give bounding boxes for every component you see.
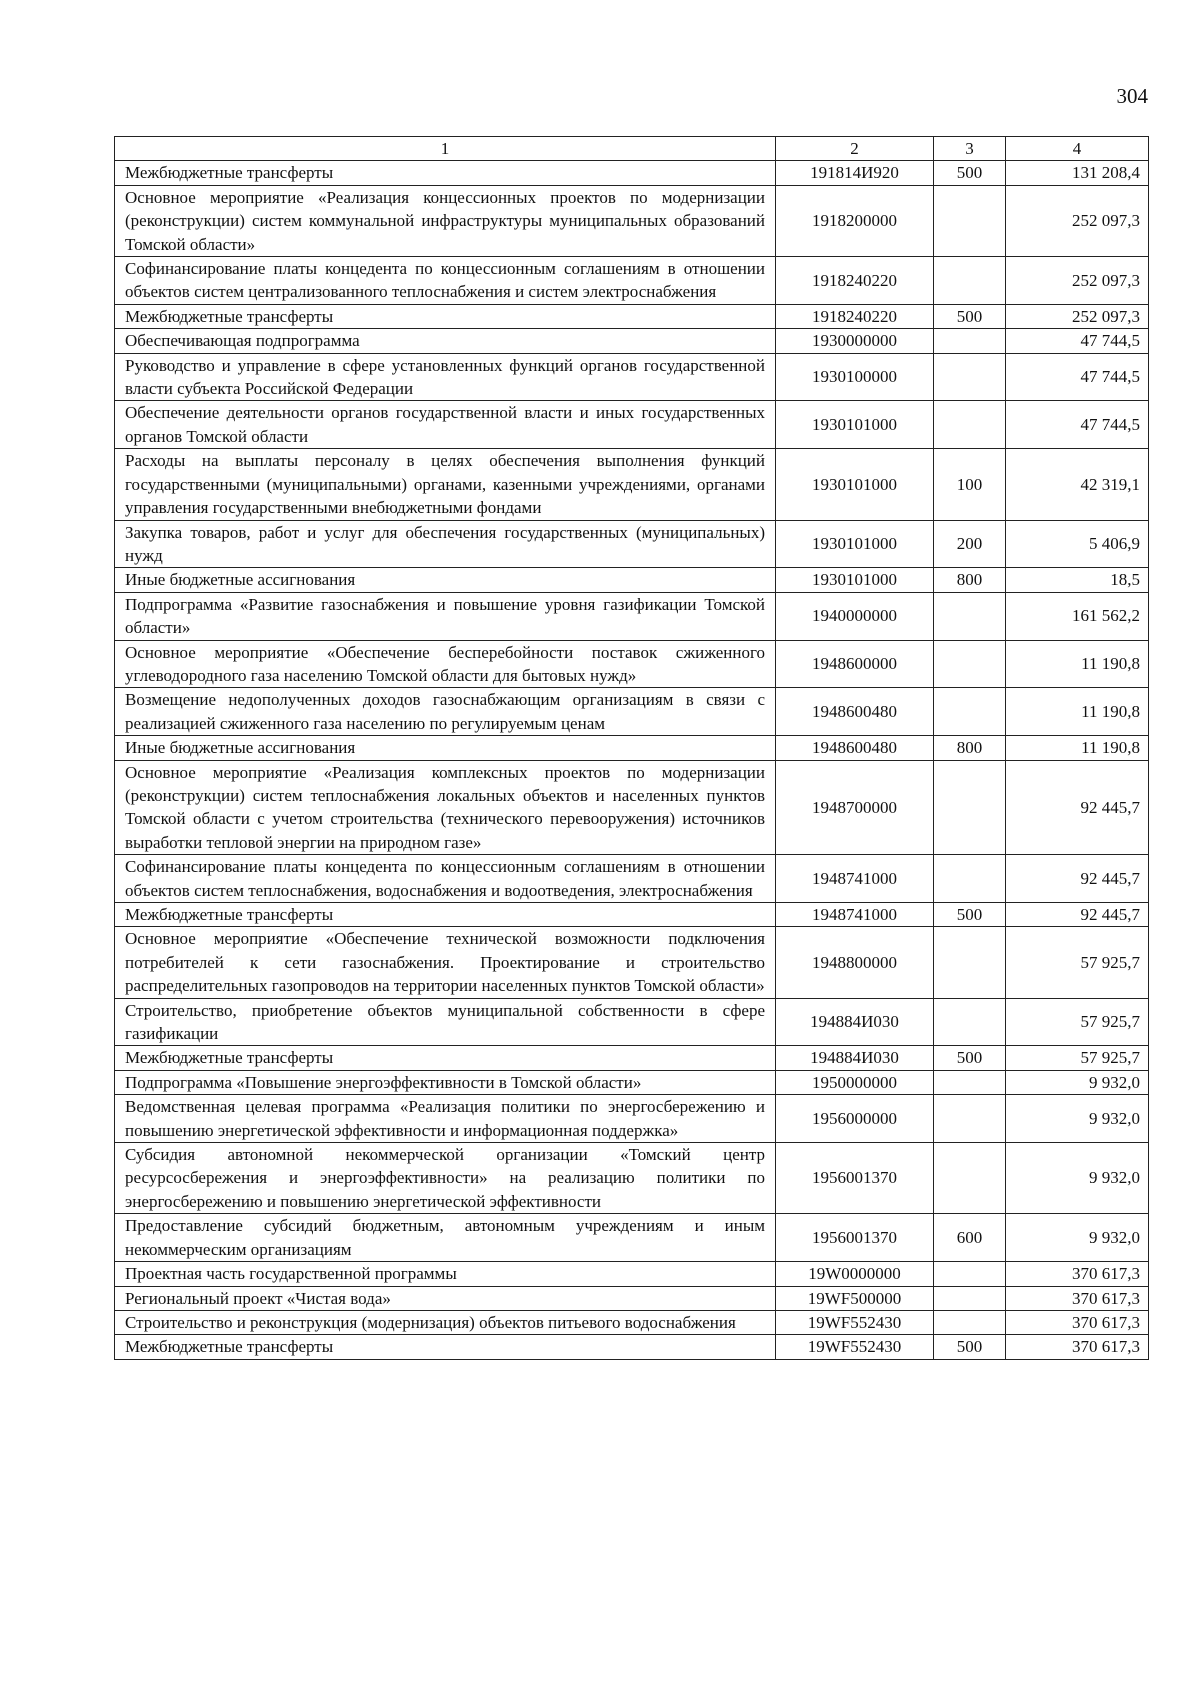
row-expense-type-cell (934, 855, 1006, 903)
row-name-cell: Обеспечение деятельности органов государственной власти и иных государственных органов Томской области (115, 401, 776, 449)
table-row (115, 1070, 1149, 1094)
row-code-cell: 19WF500000 (776, 1286, 934, 1310)
row-name-cell: Субсидия автономной некоммерческой организации «Томский центр ресурсосбережения и энергоэффективности» на реализацию политики по энергосбережению и повышению энергетической эффективности (115, 1143, 776, 1214)
row-expense-type-cell: 800 (934, 568, 1006, 592)
row-amount-cell: 131 208,4 (1006, 161, 1149, 185)
row-amount-cell: 11 190,8 (1006, 640, 1149, 688)
row-expense-type-cell: 200 (934, 520, 1006, 568)
row-expense-type-cell (934, 1310, 1006, 1334)
row-name-cell: Межбюджетные трансферты (115, 1335, 776, 1359)
row-code-cell: 194884И030 (776, 1046, 934, 1070)
table-row (115, 998, 1149, 1046)
row-code-cell: 1930000000 (776, 329, 934, 353)
row-name-cell: Софинансирование платы концедента по концессионным соглашениям в отношении объектов систем теплоснабжения, водоснабжения и водоотведения, электроснабжения (115, 855, 776, 903)
row-amount-cell: 370 617,3 (1006, 1335, 1149, 1359)
row-name-cell: Межбюджетные трансферты (115, 161, 776, 185)
row-expense-type-cell (934, 688, 1006, 736)
table-row (115, 855, 1149, 903)
row-code-cell: 1948700000 (776, 760, 934, 855)
row-amount-cell: 252 097,3 (1006, 185, 1149, 256)
row-amount-cell: 92 445,7 (1006, 760, 1149, 855)
table-row (115, 161, 1149, 185)
row-code-cell: 1948600480 (776, 736, 934, 760)
row-amount-cell: 9 932,0 (1006, 1214, 1149, 1262)
row-expense-type-cell: 100 (934, 449, 1006, 520)
row-name-cell: Строительство и реконструкция (модернизация) объектов питьевого водоснабжения (115, 1310, 776, 1334)
row-amount-cell: 42 319,1 (1006, 449, 1149, 520)
table-row (115, 592, 1149, 640)
table-row (115, 903, 1149, 927)
row-expense-type-cell (934, 760, 1006, 855)
row-name-cell: Возмещение недополученных доходов газоснабжающим организациям в связи с реализацией сжиженного газа населению по регулируемым ценам (115, 688, 776, 736)
row-amount-cell: 47 744,5 (1006, 353, 1149, 401)
row-amount-cell: 92 445,7 (1006, 903, 1149, 927)
row-amount-cell: 370 617,3 (1006, 1286, 1149, 1310)
row-amount-cell: 18,5 (1006, 568, 1149, 592)
header-col-2: 2 (776, 137, 934, 161)
row-code-cell: 1956001370 (776, 1214, 934, 1262)
row-amount-cell: 252 097,3 (1006, 304, 1149, 328)
row-amount-cell: 370 617,3 (1006, 1310, 1149, 1334)
table-row (115, 329, 1149, 353)
row-name-cell: Региональный проект «Чистая вода» (115, 1286, 776, 1310)
row-name-cell: Софинансирование платы концедента по концессионным соглашениям в отношении объектов систем централизованного теплоснабжения и систем электроснабжения (115, 257, 776, 305)
row-amount-cell: 252 097,3 (1006, 257, 1149, 305)
table-row (115, 760, 1149, 855)
row-name-cell: Проектная часть государственной программы (115, 1262, 776, 1286)
row-code-cell: 1930101000 (776, 449, 934, 520)
row-amount-cell: 9 932,0 (1006, 1143, 1149, 1214)
row-expense-type-cell (934, 401, 1006, 449)
row-name-cell: Закупка товаров, работ и услуг для обеспечения государственных (муниципальных) нужд (115, 520, 776, 568)
row-name-cell: Основное мероприятие «Реализация комплексных проектов по модернизации (реконструкции) систем теплоснабжения локальных объектов и населенных пунктов Томской области с учетом строительства (технического перевооружения) источников выработки тепловой энергии на природном газе» (115, 760, 776, 855)
header-col-3: 3 (934, 137, 1006, 161)
row-amount-cell: 57 925,7 (1006, 1046, 1149, 1070)
row-name-cell: Ведомственная целевая программа «Реализация политики по энергосбережению и повышению энергетической эффективности и информационная поддержка» (115, 1095, 776, 1143)
table-row (115, 1335, 1149, 1359)
row-name-cell: Основное мероприятие «Обеспечение технической возможности подключения потребителей к сети газоснабжения. Проектирование и строительство распределительных газопроводов на территории населенных пунктов Томской области» (115, 927, 776, 998)
table-row (115, 1262, 1149, 1286)
row-expense-type-cell (934, 927, 1006, 998)
row-code-cell: 19WF552430 (776, 1335, 934, 1359)
row-code-cell: 1948741000 (776, 855, 934, 903)
table-row (115, 304, 1149, 328)
row-name-cell: Строительство, приобретение объектов муниципальной собственности в сфере газификации (115, 998, 776, 1046)
row-amount-cell: 5 406,9 (1006, 520, 1149, 568)
row-expense-type-cell: 500 (934, 1335, 1006, 1359)
row-name-cell: Подпрограмма «Развитие газоснабжения и повышение уровня газификации Томской области» (115, 592, 776, 640)
header-col-1: 1 (115, 137, 776, 161)
row-amount-cell: 47 744,5 (1006, 401, 1149, 449)
table-row (115, 257, 1149, 305)
table-row (115, 1310, 1149, 1334)
row-code-cell: 1950000000 (776, 1070, 934, 1094)
row-code-cell: 1948800000 (776, 927, 934, 998)
row-code-cell: 1918240220 (776, 304, 934, 328)
row-name-cell: Межбюджетные трансферты (115, 304, 776, 328)
row-expense-type-cell: 500 (934, 161, 1006, 185)
row-name-cell: Иные бюджетные ассигнования (115, 568, 776, 592)
row-code-cell: 1948600480 (776, 688, 934, 736)
row-expense-type-cell (934, 353, 1006, 401)
row-code-cell: 1940000000 (776, 592, 934, 640)
row-amount-cell: 11 190,8 (1006, 688, 1149, 736)
table-row (115, 927, 1149, 998)
table-body (115, 161, 1149, 1359)
row-name-cell: Иные бюджетные ассигнования (115, 736, 776, 760)
row-expense-type-cell: 800 (934, 736, 1006, 760)
row-amount-cell: 161 562,2 (1006, 592, 1149, 640)
table-row (115, 1046, 1149, 1070)
row-expense-type-cell (934, 257, 1006, 305)
row-expense-type-cell (934, 1143, 1006, 1214)
row-amount-cell: 9 932,0 (1006, 1070, 1149, 1094)
row-name-cell: Обеспечивающая подпрограмма (115, 329, 776, 353)
table-row (115, 185, 1149, 256)
table-row (115, 568, 1149, 592)
row-expense-type-cell: 600 (934, 1214, 1006, 1262)
row-name-cell: Расходы на выплаты персоналу в целях обеспечения выполнения функций государственными (муниципальными) органами, казенными учреждениями, органами управления государственными внебюджетными фондами (115, 449, 776, 520)
table-row (115, 449, 1149, 520)
row-expense-type-cell (934, 640, 1006, 688)
row-code-cell: 1956001370 (776, 1143, 934, 1214)
row-code-cell: 19W0000000 (776, 1262, 934, 1286)
row-code-cell: 194884И030 (776, 998, 934, 1046)
row-name-cell: Межбюджетные трансферты (115, 903, 776, 927)
row-amount-cell: 11 190,8 (1006, 736, 1149, 760)
row-code-cell: 1930101000 (776, 568, 934, 592)
row-code-cell: 1930101000 (776, 401, 934, 449)
row-expense-type-cell (934, 1095, 1006, 1143)
page-number: 304 (1116, 84, 1148, 108)
row-expense-type-cell (934, 592, 1006, 640)
header-col-4: 4 (1006, 137, 1149, 161)
row-code-cell: 1918240220 (776, 257, 934, 305)
row-amount-cell: 57 925,7 (1006, 927, 1149, 998)
row-code-cell: 1930100000 (776, 353, 934, 401)
row-code-cell: 19WF552430 (776, 1310, 934, 1334)
table-row (115, 1143, 1149, 1214)
row-name-cell: Основное мероприятие «Обеспечение бесперебойности поставок сжиженного углеводородного газа населению Томской области для бытовых нужд» (115, 640, 776, 688)
row-code-cell: 1948741000 (776, 903, 934, 927)
table-row (115, 353, 1149, 401)
row-code-cell: 191814И920 (776, 161, 934, 185)
row-code-cell: 1956000000 (776, 1095, 934, 1143)
table-row (115, 1286, 1149, 1310)
row-expense-type-cell (934, 998, 1006, 1046)
row-amount-cell: 92 445,7 (1006, 855, 1149, 903)
row-expense-type-cell (934, 185, 1006, 256)
table-header-row (115, 137, 1149, 161)
row-name-cell: Подпрограмма «Повышение энергоэффективности в Томской области» (115, 1070, 776, 1094)
row-expense-type-cell: 500 (934, 1046, 1006, 1070)
row-amount-cell: 57 925,7 (1006, 998, 1149, 1046)
table-row (115, 1214, 1149, 1262)
table-row (115, 688, 1149, 736)
row-name-cell: Межбюджетные трансферты (115, 1046, 776, 1070)
row-code-cell: 1918200000 (776, 185, 934, 256)
row-name-cell: Основное мероприятие «Реализация концессионных проектов по модернизации (реконструкции) систем коммунальной инфраструктуры муниципальных образований Томской области» (115, 185, 776, 256)
row-expense-type-cell: 500 (934, 903, 1006, 927)
row-name-cell: Предоставление субсидий бюджетным, автономным учреждениям и иным некоммерческим организациям (115, 1214, 776, 1262)
table-row (115, 1095, 1149, 1143)
row-amount-cell: 47 744,5 (1006, 329, 1149, 353)
row-code-cell: 1930101000 (776, 520, 934, 568)
table-row (115, 640, 1149, 688)
row-expense-type-cell (934, 1286, 1006, 1310)
table-row (115, 736, 1149, 760)
row-amount-cell: 370 617,3 (1006, 1262, 1149, 1286)
table-row (115, 520, 1149, 568)
budget-table (114, 136, 1149, 1360)
row-expense-type-cell (934, 329, 1006, 353)
row-expense-type-cell (934, 1070, 1006, 1094)
row-expense-type-cell: 500 (934, 304, 1006, 328)
row-code-cell: 1948600000 (776, 640, 934, 688)
row-expense-type-cell (934, 1262, 1006, 1286)
row-name-cell: Руководство и управление в сфере установленных функций органов государственной власти субъекта Российской Федерации (115, 353, 776, 401)
row-amount-cell: 9 932,0 (1006, 1095, 1149, 1143)
table-row (115, 401, 1149, 449)
